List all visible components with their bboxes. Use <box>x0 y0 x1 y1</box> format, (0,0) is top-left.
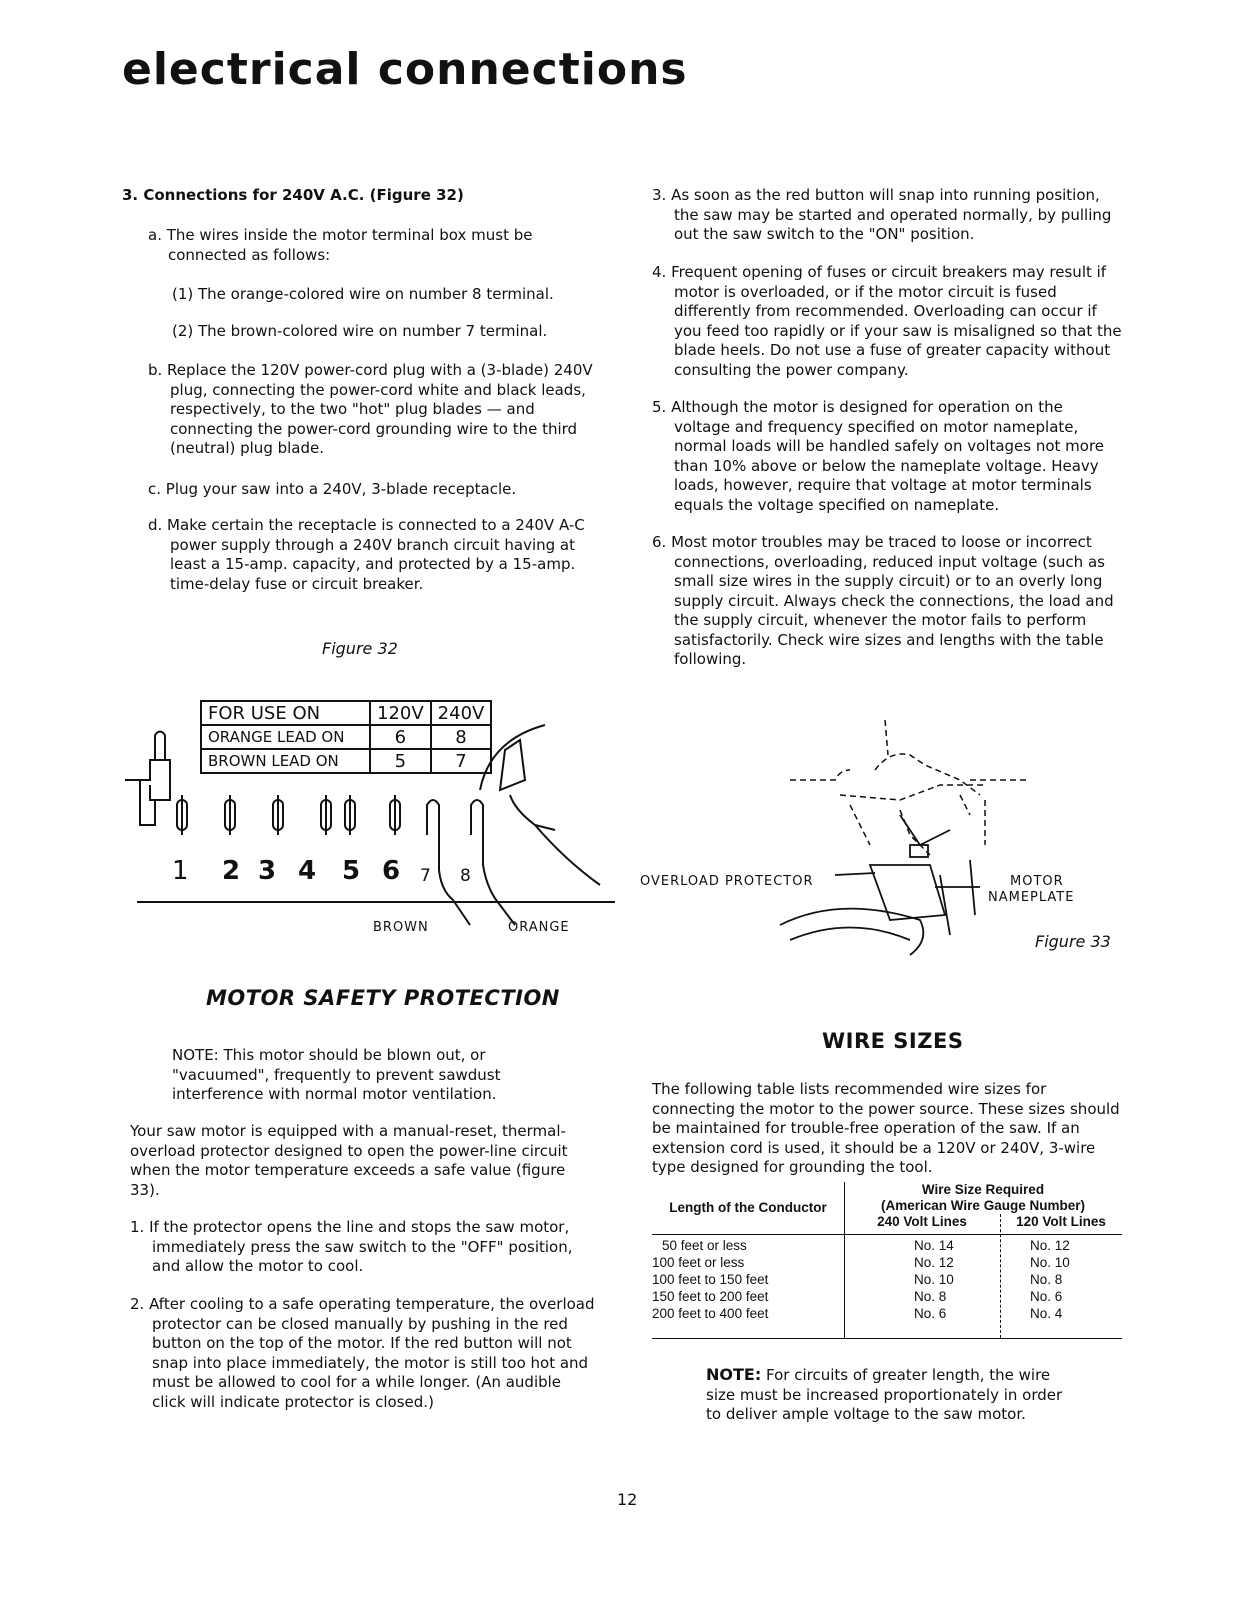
section-heading-240v: 3. Connections for 240V A.C. (Figure 32) <box>122 186 464 204</box>
table-cell: BROWN LEAD ON <box>201 749 370 773</box>
page-title: electrical connections <box>122 44 688 95</box>
table-cell: 200 feet to 400 feet <box>652 1306 769 1321</box>
motor-safety-item-2: 2. After cooling to a safe operating temperature, the overload protector can be closed manually by pushing in the red button on the top of the motor. If the red button will not snap into place immediately, the motor is still too hot and must be allowed to cool for a while longer. (An audible click will indicate protector is closed.) <box>130 1295 595 1411</box>
note-label: NOTE: <box>706 1365 762 1384</box>
orange-wire <box>471 800 515 925</box>
brown-wire <box>427 800 470 925</box>
protector-button <box>910 845 928 857</box>
figure32-caption: Figure 32 <box>322 639 398 658</box>
terminal-icon <box>177 795 187 835</box>
terminal-icon <box>225 795 235 835</box>
table-divider <box>1000 1214 1002 1338</box>
table-cell: 100 feet or less <box>652 1255 745 1270</box>
table-divider <box>652 1338 1122 1339</box>
leader-line <box>835 873 875 875</box>
motor-safety-item-1: 1. If the protector opens the line and stops the saw motor, immediately press the saw switch to the "OFF" position, and allow the motor to cool. <box>130 1218 573 1275</box>
table-cell: 150 feet to 200 feet <box>652 1289 769 1304</box>
leader-line <box>940 860 975 935</box>
table-header: 240V <box>431 701 492 725</box>
terminal-number: 3 <box>258 856 277 886</box>
table-cell: 7 <box>431 749 492 773</box>
clamp-shape <box>140 780 155 825</box>
figure33-caption: Figure 33 <box>1035 932 1111 951</box>
table-cell: No. 6 <box>914 1306 947 1321</box>
terminal-icon <box>321 795 331 835</box>
terminal-number: 5 <box>342 856 361 886</box>
table-cell: No. 14 <box>914 1238 954 1253</box>
item-c: c. Plug your saw into a 240V, 3-blade receptacle. <box>148 480 517 498</box>
motor-safety-intro: Your saw motor is equipped with a manual-reset, thermal-overload protector designed to open the power-line circuit when the motor temperature exceeds a safe value (figure 33). <box>130 1122 568 1199</box>
motor-label: MOTOR <box>1010 874 1064 889</box>
item-5: 5. Although the motor is designed for operation on the voltage and frequency specified on motor nameplate, normal loads will be handled safely on voltages not more than 10% above or below the nameplate voltage. Heavy loads, however, require that voltage at motor terminals equals the voltage specified on nameplate. <box>652 398 1105 514</box>
table-cell: 6 <box>370 725 431 749</box>
table-cell: No. 8 <box>1030 1272 1063 1287</box>
table-header: FOR USE ON <box>201 701 370 725</box>
item-d: d. Make certain the receptacle is connected to a 240V A-C power supply through a 240V branch circuit having at least a 15-amp. capacity, and protected by a 15-amp. time-delay fuse or circuit breaker. <box>148 516 585 593</box>
terminal-number: 1 <box>172 856 189 886</box>
table-cell: No. 6 <box>1030 1289 1063 1304</box>
table-cell: No. 8 <box>914 1289 947 1304</box>
table-header: 120V <box>370 701 431 725</box>
item-a2: (2) The brown-colored wire on number 7 terminal. <box>172 322 548 340</box>
table-divider <box>652 1234 1122 1235</box>
col-header-120v: 120 Volt Lines <box>1016 1214 1106 1229</box>
wire-sizes-intro: The following table lists recommended wire sizes for connecting the motor to the power source. These sizes should be maintained for trouble-free operation of the saw. If an extension cord is used, it should be a 120V or 240V, 3-wire type designed for grounding the tool. <box>652 1080 1120 1176</box>
terminal-number: 2 <box>222 856 241 886</box>
cable-clamp-shape <box>480 725 600 885</box>
table-cell: No. 12 <box>1030 1238 1070 1253</box>
group-header: Wire Size Required <box>921 1182 1045 1197</box>
terminal-number: 6 <box>382 856 401 886</box>
item-a: a. The wires inside the motor terminal box must be connected as follows: <box>148 226 533 264</box>
table-cell: No. 4 <box>1030 1306 1063 1321</box>
page-number: 12 <box>617 1490 638 1509</box>
nameplate-label: NAMEPLATE <box>988 890 1075 905</box>
item-3: 3. As soon as the red button will snap into running position, the saw may be started and operated normally, by pulling out the saw switch to the "ON" position. <box>652 186 1112 243</box>
terminal-number: 4 <box>298 856 317 886</box>
motor-safety-title: MOTOR SAFETY PROTECTION <box>206 986 560 1010</box>
group-subheader: (American Wire Gauge Number) <box>881 1198 1085 1213</box>
table-cell: 50 feet or less <box>662 1238 747 1253</box>
overload-protector-label: OVERLOAD PROTECTOR <box>640 874 814 889</box>
wire-sizes-title: WIRE SIZES <box>822 1029 964 1053</box>
note-text: For circuits of greater length, the wire size must be increased proportionately in order to deliver ample voltage to the saw motor. <box>706 1366 1063 1423</box>
col-header-240v: 240 Volt Lines <box>877 1214 967 1229</box>
item-a1: (1) The orange-colored wire on number 8 terminal. <box>172 285 554 303</box>
terminal-icon <box>390 795 400 835</box>
col-header-length: Length of the Conductor <box>669 1200 827 1215</box>
clamp-shape <box>125 760 170 800</box>
terminal-number: 8 <box>460 866 471 886</box>
item-b: b. Replace the 120V power-cord plug with a (3-blade) 240V plug, connecting the power-cord white and black leads, respectively, to the two "hot" plug blades — and connecting the power-cord grounding wire to the third (neutral) plug blade. <box>148 361 593 457</box>
item-4: 4. Frequent opening of fuses or circuit breakers may result if motor is overloaded, or if the motor circuit is fused differently from recommended. Overloading can occur if you feed too rapidly or if your saw is misaligned so that the blade heels. Do not use a fuse of greater capacity without consulting the power company. <box>652 263 1122 379</box>
table-cell: 5 <box>370 749 431 773</box>
clamp-shape <box>155 732 165 761</box>
motor-housing <box>780 909 923 955</box>
table-cell: 8 <box>431 725 492 749</box>
table-cell: ORANGE LEAD ON <box>201 725 370 749</box>
table-cell: No. 12 <box>914 1255 954 1270</box>
terminal-block-diagram <box>115 700 615 940</box>
orange-label: ORANGE <box>508 920 570 935</box>
motor-illustration <box>760 715 1050 965</box>
terminal-icon <box>345 795 355 835</box>
item-6: 6. Most motor troubles may be traced to loose or incorrect connections, overloading, reduced input voltage (such as small size wires in the supply circuit) or to an overly long supply circuit. Always check the connections, the load and the supply circuit, whenever the motor fails to perform satisfactorily. Check wire sizes and lengths with the table following. <box>652 533 1114 668</box>
table-cell: 100 feet to 150 feet <box>652 1272 769 1287</box>
terminal-icon <box>273 795 283 835</box>
motor-safety-note: NOTE: This motor should be blown out, or "vacuumed", frequently to prevent sawdust interference with normal motor ventilation. <box>172 1046 501 1103</box>
terminal-number: 7 <box>420 866 431 886</box>
brown-label: BROWN <box>373 920 429 935</box>
table-cell: No. 10 <box>1030 1255 1070 1270</box>
table-cell: No. 10 <box>914 1272 954 1287</box>
wire-sizes-note <box>706 1365 1076 1425</box>
wire-size-table <box>652 1182 1122 1342</box>
